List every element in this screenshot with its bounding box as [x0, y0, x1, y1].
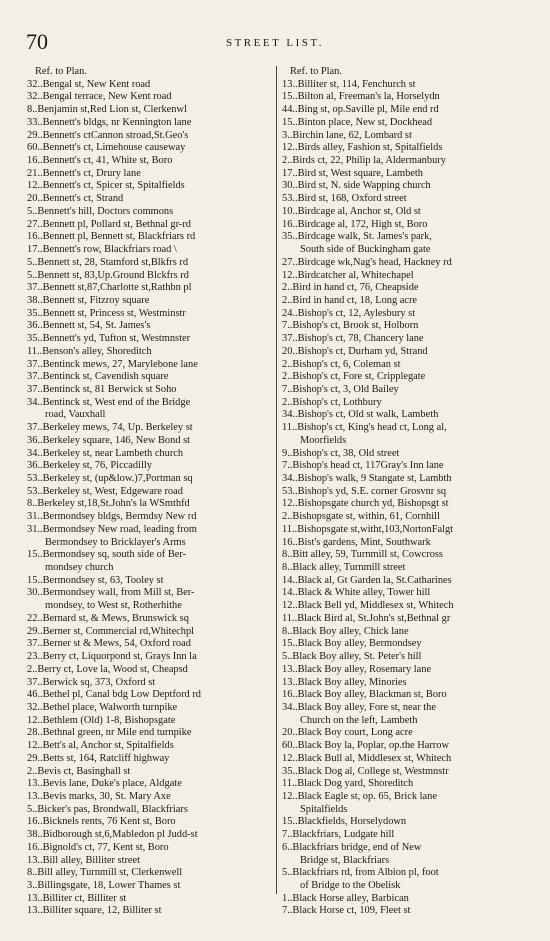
street-entry: 13..Bevis lane, Duke's place, Aldgate [27, 778, 182, 790]
street-entry: 13..Bevis marks, 30, St. Mary Axe [27, 790, 171, 802]
street-entry: 36..Berkeley st, 76, Piccadilly [27, 460, 152, 472]
street-entry: 8..Bitt alley, 59, Turnmill st, Cowcross [282, 549, 443, 561]
street-entry: 38..Bidborough st,6,Mabledon pl Judd-st [27, 829, 198, 841]
street-entry: 1..Black Horse alley, Barbican [282, 892, 409, 904]
street-entry: 8..Bill alley, Turnmill st, Clerkenwell [27, 867, 183, 879]
street-entry: 22..Bernard st, & Mews, Brunswick sq [27, 612, 189, 624]
street-entry: 5..Bicker's pas, Brondwall, Blackfriars [27, 803, 188, 815]
street-entry: 36..Bennett st, 54, St. James's [27, 320, 151, 332]
street-entry: 32..Bengal st, New Kent road [27, 78, 151, 90]
street-entry: 5..Black Boy alley, St. Peter's hill [282, 651, 422, 663]
street-entry: 15..Binton place, New st, Dockhead [282, 116, 433, 128]
running-title: STREET LIST. [225, 37, 325, 49]
street-entry: 38..Bennett st, Fitzroy square [27, 294, 150, 306]
street-entry: 32..Bengal terrace, New Kent road [27, 91, 172, 103]
right-column [282, 66, 520, 918]
street-entry: 15..Blackfields, Horselydown [282, 816, 407, 828]
street-entry: 16..Bist's gardens, Mint, Southwark [282, 536, 431, 548]
street-entry: 16..Black Boy alley, Blackman st, Boro [282, 689, 447, 701]
street-entry: 7..Black Horse ct, 109, Fleet st [282, 905, 411, 917]
street-entry: 5..Blackfriars rd, from Albion pl, foot [282, 867, 439, 879]
street-entry: 13..Black Boy alley, Rosemary lane [282, 663, 432, 675]
street-entry: 24..Bishop's ct, 12, Aylesbury st [282, 307, 416, 319]
street-entry: 2..Bishop's ct, Lothbury [282, 396, 382, 408]
page-header [26, 30, 524, 54]
street-entry: 46..Bethel pl, Canal bdg Low Deptford rd [27, 689, 202, 701]
street-entry: 27..Bennett pl, Pollard st, Bethnal gr-rd [27, 218, 191, 230]
entry-continuation-line: Bermondsey to Bricklayer's Arms [45, 536, 186, 548]
street-entry: 10..Birdcage al, Anchor st, Old st [282, 205, 421, 217]
street-entry: 12..Black Bull al, Middlesex st, Whitech [282, 752, 452, 764]
entry-continuation-line: Bridge st, Blackfriars [300, 854, 390, 866]
street-entry: 2..Bird in hand ct, 18, Long acre [282, 294, 418, 306]
street-entry: 7..Bishop's head ct, 117Gray's Inn lane [282, 460, 444, 472]
street-entry: 14..Black & White alley, Tower hill [282, 587, 431, 599]
street-entry: 29..Berner st, Commercial rd,Whitechpl [27, 625, 195, 637]
street-entry: 12..Bethlem (Old) 1-8, Bishopsgate [27, 714, 176, 726]
street-entry: 12..Bennett's ct, Spicer st, Spitalfields [27, 180, 185, 192]
entry-continuation-line: road, Vauxhall [45, 409, 106, 421]
column-divider [276, 66, 277, 894]
street-entry: 53..Berkeley st, West, Edgeware road [27, 485, 183, 497]
street-entry: 37..Bishop's ct, 78, Chancery lane [282, 333, 424, 345]
street-entry: 13..Billiter square, 12, Billiter st [27, 905, 162, 917]
street-entry: 13..Billiter ct, Billiter st [27, 892, 127, 904]
street-entry: 20..Bennett's ct, Strand [27, 193, 124, 205]
street-entry: 7..Blackfriars, Ludgate hill [282, 829, 395, 841]
street-entry: 37..Bentinck mews, 27, Marylebone lane [27, 358, 198, 370]
street-entry: 29..Betts st, 164, Ratcliff highway [27, 752, 170, 764]
street-entry: 2..Birds ct, 22, Philip la, Aldermanbury [282, 155, 446, 167]
street-entry: 11..Benson's alley, Shoreditch [27, 345, 152, 357]
street-entry: 12..Birdcatcher al, Whitechapel [282, 269, 414, 281]
street-entry: 37..Berwick sq, 373, Oxford st [27, 676, 156, 688]
street-entry: 37..Bennett st,87,Charlotte st,Rathbn pl [27, 282, 192, 294]
street-entry: 15..Black Boy alley, Bermondsey [282, 638, 422, 650]
entry-continuation-line: Church on the left, Lambeth [300, 714, 418, 726]
street-entry: 30..Bermondsey wall, from Mill st, Ber- [27, 587, 195, 599]
street-entry: 7..Bishop's ct, 3, Old Bailey [282, 383, 399, 395]
street-entry: 8..Berkeley st,18,St.John's la WSmthfd [27, 498, 190, 510]
entry-continuation-line: mondsey church [45, 562, 114, 574]
street-entry: 53..Berkeley st, (up&low.)7,Portman sq [27, 473, 193, 484]
street-entry: 11..Bishop's ct, King's head ct, Long al, [282, 422, 447, 434]
street-entry: 12..Black Bell yd, Middlesex st, Whitech [282, 600, 454, 612]
street-entry: 16..Birdcage al, 172, High st, Boro [282, 218, 428, 230]
street-entry: 35..Birdcage walk, St. James's park, [282, 231, 432, 243]
street-entry: 36..Berkeley square, 146, New Bond st [27, 434, 191, 446]
street-entry: 35..Bennett's yd, Tufton st, Westmnster [27, 333, 191, 345]
street-entry: 29..Bennett's ctCannon stroad,St.Geo's [27, 129, 189, 141]
street-entry: 34..Bentinck st, West end of the Bridge [27, 396, 191, 408]
street-entry: 2..Bishopsgate st, within, 61, Cornhill [282, 511, 440, 523]
street-entry: 12..Black Eagle st, op. 65, Brick lane [282, 790, 437, 802]
street-entry: 35..Black Dog al, College st, Westmnstr [282, 765, 449, 777]
street-entry: 16..Bennett pl, Bennett st, Blackfriars rd [27, 231, 196, 243]
street-entry: 33..Bennett's bldgs, nr Kennington lane [27, 116, 192, 128]
entry-continuation-line: Moorfields [300, 434, 347, 446]
street-entry: 5..Bennett's hill, Doctors commons [27, 205, 174, 217]
street-entry: 2..Bird in hand ct, 76, Cheapside [282, 282, 419, 294]
street-entry: 53..Bishop's yd, S.E. corner Grosvnr sq [282, 485, 447, 497]
street-entry: 12..Bishopsgate church yd, Bishopsgt st [282, 498, 449, 510]
street-entry: 53..Bird st, 168, Oxford street [282, 193, 407, 205]
street-entry: 15..Bermondsey sq, south side of Ber- [27, 549, 187, 561]
street-entry: 37..Bentinck st, 81 Berwick st Soho [27, 383, 177, 395]
street-entry: 37..Berkeley mews, 74, Up. Berkeley st [27, 422, 193, 434]
street-entry: 27..Birdcage wk,Nag's head, Hackney rd [282, 256, 452, 268]
street-entry: 2..Bevis ct, Basinghall st [27, 765, 131, 777]
street-entry: 11..Bishopsgate st,witht,103,NortonFalgt [282, 523, 454, 535]
street-entry: 17..Bird st, West square, Lambeth [282, 167, 423, 179]
street-entry: 16..Bignold's ct, 77, Kent st, Boro [27, 841, 169, 853]
street-entry: 20..Bishop's ct, Durham yd, Strand [282, 345, 428, 357]
ref-to-plan-heading: Ref. to Plan. [290, 66, 342, 77]
street-entry: 9..Bishop's ct, 38, Old street [282, 447, 400, 459]
street-entry: 32..Bethel place, Walworth turnpike [27, 701, 178, 713]
street-entry: 34..Berkeley st, near Lambeth church [27, 447, 184, 459]
page-number: 70 [26, 29, 48, 54]
street-entry: 8..Benjamin st,Red Lion st, Clerkenwl [27, 104, 187, 116]
street-entry: 5..Bennett st, 83,Up.Ground Blckfrs rd [27, 269, 189, 281]
street-entry: 21..Bennett's ct, Drury lane [27, 167, 141, 179]
street-entry: 31..Bermondsey New road, leading from [27, 523, 197, 535]
entry-continuation-line: Spitalfields [300, 803, 348, 815]
street-entry: 11..Black Bird al, St.John's st,Bethnal gr [282, 612, 451, 624]
street-entry: 34..Black Boy alley, Fore st, near the [282, 701, 436, 713]
street-entry: 34..Bishop's ct, Old st walk, Lambeth [282, 409, 439, 421]
street-entry: 3..Birchin lane, 62, Lombard st [282, 129, 412, 141]
street-entry: 2..Berry ct, Love la, Wood st, Cheapsd [27, 663, 188, 675]
street-entry: 37..Berner st & Mews, 54, Oxford road [27, 638, 191, 650]
street-entry: 28..Bethnal green, nr Mile end turnpike [27, 727, 192, 739]
ref-to-plan-heading: Ref. to Plan. [35, 66, 87, 77]
street-entry: 15..Bilton al, Freeman's la, Horselydn [282, 91, 440, 103]
street-entry: 16..Bicknels rents, 76 Kent st, Boro [27, 816, 176, 828]
street-entry: 7..Bishop's ct, Brook st, Holborn [282, 320, 419, 332]
street-entry: 14..Black al, Gt Garden la, St.Catharines [282, 574, 452, 586]
street-entry: 11..Black Dog yard, Shoreditch [282, 778, 414, 790]
street-entry: 16..Bennett's ct, 41, White st, Boro [27, 155, 173, 167]
entry-continuation-line: mondsey, to West st, Rotherhithe [45, 600, 182, 612]
street-entry: 37..Bentinck st, Cavendish square [27, 371, 169, 383]
street-entry: 44..Bing st, op.Saville pl, Mile end rd [282, 104, 439, 116]
street-entry: 17..Bennett's row, Blackfriars road \ [27, 244, 177, 256]
street-entry: 8..Black Boy alley, Chick lane [282, 625, 409, 637]
street-entry: 2..Bishop's ct, Fore st, Cripplegate [282, 371, 426, 383]
street-entry: 6..Blackfriars bridge, end of New [282, 841, 422, 853]
street-entry: 8..Black alley, Turnmill street [282, 562, 406, 574]
street-entry: 12..Birds alley, Fashion st, Spitalfields [282, 142, 443, 154]
street-entry: 60..Bennett's ct, Limehouse causeway [27, 142, 186, 154]
street-entry: 35..Bennett st, Princess st, Westminstr [27, 307, 186, 319]
street-entry: 60..Black Boy la, Poplar, op.the Harrow [282, 740, 449, 752]
street-entry: 5..Bennett st, 28, Stamford st,Blkfrs rd [27, 256, 189, 268]
street-entry: 31..Bermondsey bldgs, Bermdsy New rd [27, 511, 197, 523]
street-entry: 12..Bett's al, Anchor st, Spitalfields [27, 740, 174, 752]
street-entry: 3..Billingsgate, 18, Lower Thames st [27, 880, 181, 891]
street-entry: 23..Berry ct, Liquorpond st, Grays Inn la [27, 651, 197, 663]
entry-continuation-line: of Bridge to the Obelisk [300, 880, 401, 891]
street-entry: 34..Bishop's walk, 9 Stangate st, Lambth [282, 473, 452, 484]
street-entry: 20..Black Boy court, Long acre [282, 727, 413, 739]
street-entry: 15..Bermondsey st, 63, Tooley st [27, 574, 164, 586]
street-entry: 13..Bill alley, Billiter street [27, 854, 141, 866]
street-entry: 13..Black Boy alley, Minories [282, 676, 407, 688]
street-entry: 13..Billiter st, 114, Fenchurch st [282, 78, 416, 90]
left-column [27, 66, 273, 918]
entry-continuation-line: South side of Buckingham gate [300, 244, 431, 256]
street-entry: 2..Bishop's ct, 6, Coleman st [282, 358, 401, 370]
street-entry: 30..Bird st, N. side Wapping church [282, 180, 431, 192]
